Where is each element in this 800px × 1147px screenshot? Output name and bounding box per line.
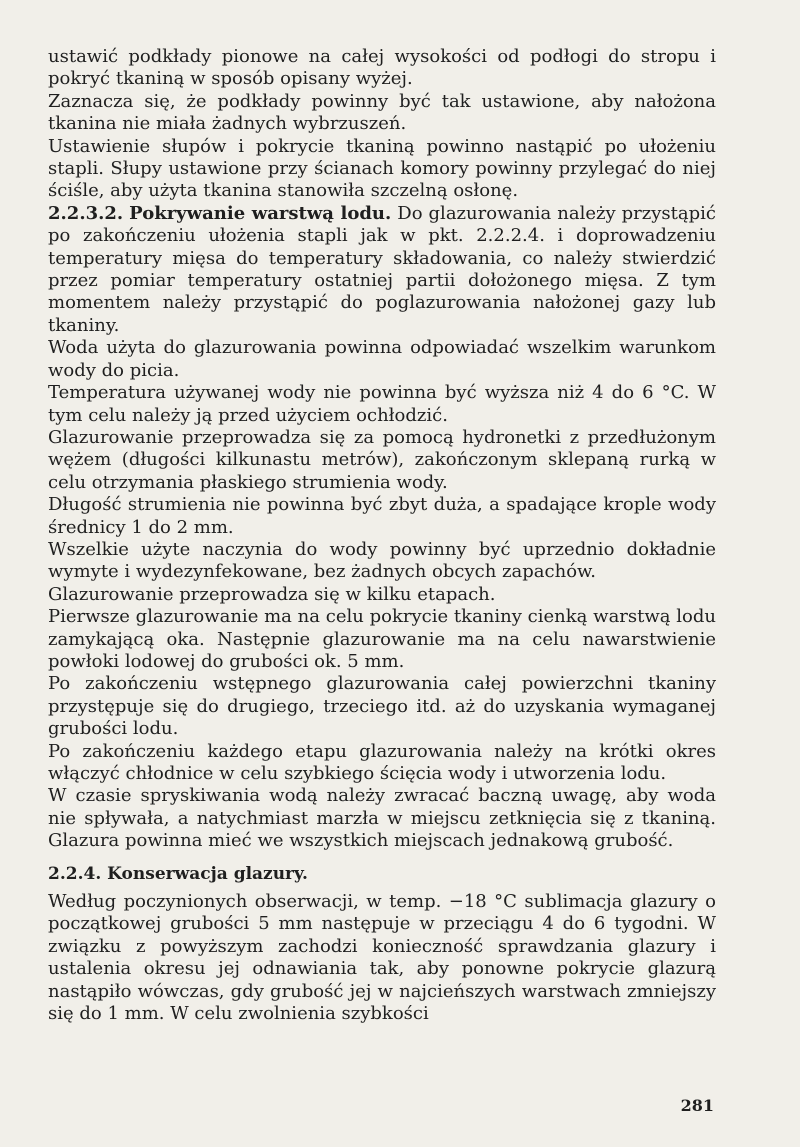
- paragraph: Ustawienie słupów i pokrycie tkaniną powinno nastąpić po ułożeniu stapli. Słupy ustawione przy ścianach komory powinny przylegać do niej ściśle, aby użyta tkanina stanowiła szczelną osłonę.: [48, 135, 716, 202]
- page-body: [48, 46, 716, 1025]
- paragraph: Po zakończeniu wstępnego glazurowania całej powierzchni tkaniny przystępuje się do drugiego, trzeciego itd. aż do uzyskania wymaganej grubości lodu.: [48, 673, 716, 740]
- section-2-2-4-text: Według poczynionych obserwacji, w temp. −18 °C sublimacja glazury o początkowej grubości 5 mm następuje w przeciągu 4 do 6 tygodni. W związku z powyższym zachodzi konieczność sprawdzania glazury i ustalenia okresu jej odnawiania tak, aby ponowne pokrycie glazurą nastąpiło wówczas, gdy grubość jej w najcieńszych warstwach zmniejszy się do 1 mm. W celu zwolnienia szybkości: [48, 891, 716, 1025]
- section-title: Pokrywanie warstwą lodu.: [129, 202, 392, 224]
- page-number: 281: [680, 1096, 714, 1115]
- paragraph: Glazurowanie przeprowadza się w kilku etapach.: [48, 583, 496, 605]
- paragraph: Wszelkie użyte naczynia do wody powinny być uprzednio dokładnie wymyte i wydezynfekowane, bez żadnych obcych zapachów.: [48, 538, 716, 583]
- section-text: Do glazurowania należy przystąpić po zakończeniu ułożenia stapli jak w pkt. 2.2.2.4. i doprowadzeniu temperatury mięsa do temperatury składowania, co należy stwierdzić przez pomiar temperatury ostatniej partii dołożonego mięsa. Z tym momentem należy przystąpić do poglazurowania nałożonej gazy lub tkaniny.: [48, 202, 716, 336]
- paragraph: Glazurowanie przeprowadza się za pomocą hydronetki z przedłużonym wężem (długości kilkunastu metrów), zakończonym sklepaną rurką w celu otrzymania płaskiego strumienia wody.: [48, 426, 716, 493]
- paragraph: Zaznacza się, że podkłady powinny być tak ustawione, aby nałożona tkanina nie miała żadnych wybrzuszeń.: [48, 90, 716, 135]
- section-2-2-3-2: [48, 203, 716, 337]
- paragraph: W czasie spryskiwania wodą należy zwracać baczną uwagę, aby woda nie spływała, a natychmiast marzła w miejscu zetknięcia się z tkaniną. Glazura powinna mieć we wszystkich miejscach jednakową grubość.: [48, 785, 716, 852]
- section-2-2-4-heading: 2.2.4. Konserwacja glazury.: [48, 863, 308, 884]
- paragraph: Woda użyta do glazurowania powinna odpowiadać wszelkim warunkom wody do picia.: [48, 337, 716, 381]
- section-number: 2.2.3.2.: [48, 202, 124, 224]
- paragraph: Po zakończeniu każdego etapu glazurowania należy na krótki okres włączyć chłodnice w celu szybkiego ścięcia wody i utworzenia lodu.: [48, 740, 716, 784]
- paragraph: ustawić podkłady pionowe na całej wysokości od podłogi do stropu i pokryć tkaniną w sposób opisany wyżej.: [48, 46, 716, 90]
- paragraph: Pierwsze glazurowanie ma na celu pokrycie tkaniny cienką warstwą lodu zamykającą oka. Następnie glazurowanie ma na celu nawarstwienie powłoki lodowej do grubości ok. 5 mm.: [48, 606, 716, 672]
- paragraph: Długość strumienia nie powinna być zbyt duża, a spadające krople wody średnicy 1 do 2 mm.: [48, 494, 716, 538]
- paragraph: Temperatura używanej wody nie powinna być wyższa niż 4 do 6 °C. W tym celu należy ją przed użyciem ochłodzić.: [48, 382, 716, 426]
